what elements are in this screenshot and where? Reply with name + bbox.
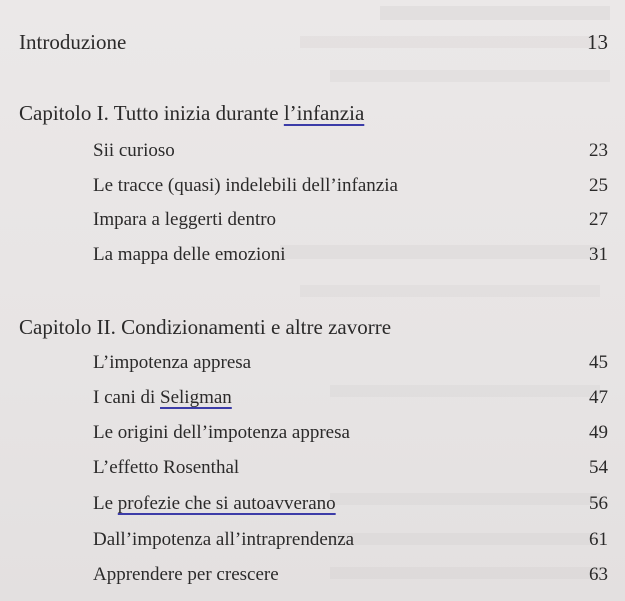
toc-entry-profezie [0, 493, 625, 521]
toc-entry-label: Impara a leggerti dentro [93, 209, 277, 230]
toc-entry-capitolo-1 [0, 101, 625, 129]
toc-entry-label [19, 101, 364, 126]
toc-entry-origini [0, 422, 625, 450]
pen-underlined-text: Seligman [160, 387, 232, 408]
toc-entry-impara [0, 209, 625, 237]
toc-entry-label: L’effetto Rosenthal [93, 457, 240, 478]
pen-underlined-text: l’infanzia [283, 101, 365, 125]
toc-entry-label: Dall’impotenza all’intraprendenza [93, 529, 355, 550]
toc-entry-label: Le origini dell’impotenza appresa [93, 422, 350, 443]
toc-entry-introduzione [0, 30, 625, 58]
toc-entry-page: 63 [589, 564, 608, 585]
toc-entry-label: Capitolo II. Condizionamenti e altre zavorre [19, 315, 392, 339]
toc-entry-page: 25 [589, 175, 608, 196]
pen-underlined-text: profezie che si autoavverano [117, 493, 336, 514]
toc-entry-capitolo-2 [0, 315, 625, 343]
toc-entry-intraprendenza [0, 529, 625, 557]
toc-entry-page: 61 [589, 529, 608, 550]
toc-entry-apprendere [0, 564, 625, 592]
toc-entry-page: 47 [589, 387, 608, 408]
toc-entry-label: La mappa delle emozioni [93, 244, 286, 265]
toc-entry-page: 27 [589, 209, 608, 230]
toc-entry-label: L’impotenza appresa [93, 352, 252, 373]
toc-entry-label [93, 493, 336, 515]
toc-entry-rosenthal [0, 457, 625, 485]
toc-entry-tracce [0, 175, 625, 203]
toc-entry-label: Introduzione [19, 30, 127, 54]
label-text: I cani di [93, 387, 161, 408]
toc-entry-sii-curioso [0, 140, 625, 168]
toc-entry-mappa [0, 244, 625, 272]
toc-entry-page: 23 [589, 140, 608, 161]
toc-entry-page: 31 [589, 244, 608, 265]
label-text: Le [93, 493, 118, 514]
toc-entry-impotenza [0, 352, 625, 380]
toc-entry-page: 56 [589, 493, 608, 514]
toc-entry-seligman [0, 387, 625, 415]
toc-entry-label [93, 387, 232, 409]
toc-entry-page: 49 [589, 422, 608, 443]
toc-entry-page: 54 [589, 457, 608, 478]
toc-entry-label: Apprendere per crescere [93, 564, 279, 585]
toc-entry-label: Le tracce (quasi) indelebili dell’infanzia [93, 175, 398, 196]
toc-entry-page: 13 [587, 30, 608, 54]
label-text: Capitolo I. Tutto inizia durante [19, 101, 284, 125]
toc-entry-label: Sii curioso [93, 140, 175, 161]
toc-entry-page: 45 [589, 352, 608, 373]
